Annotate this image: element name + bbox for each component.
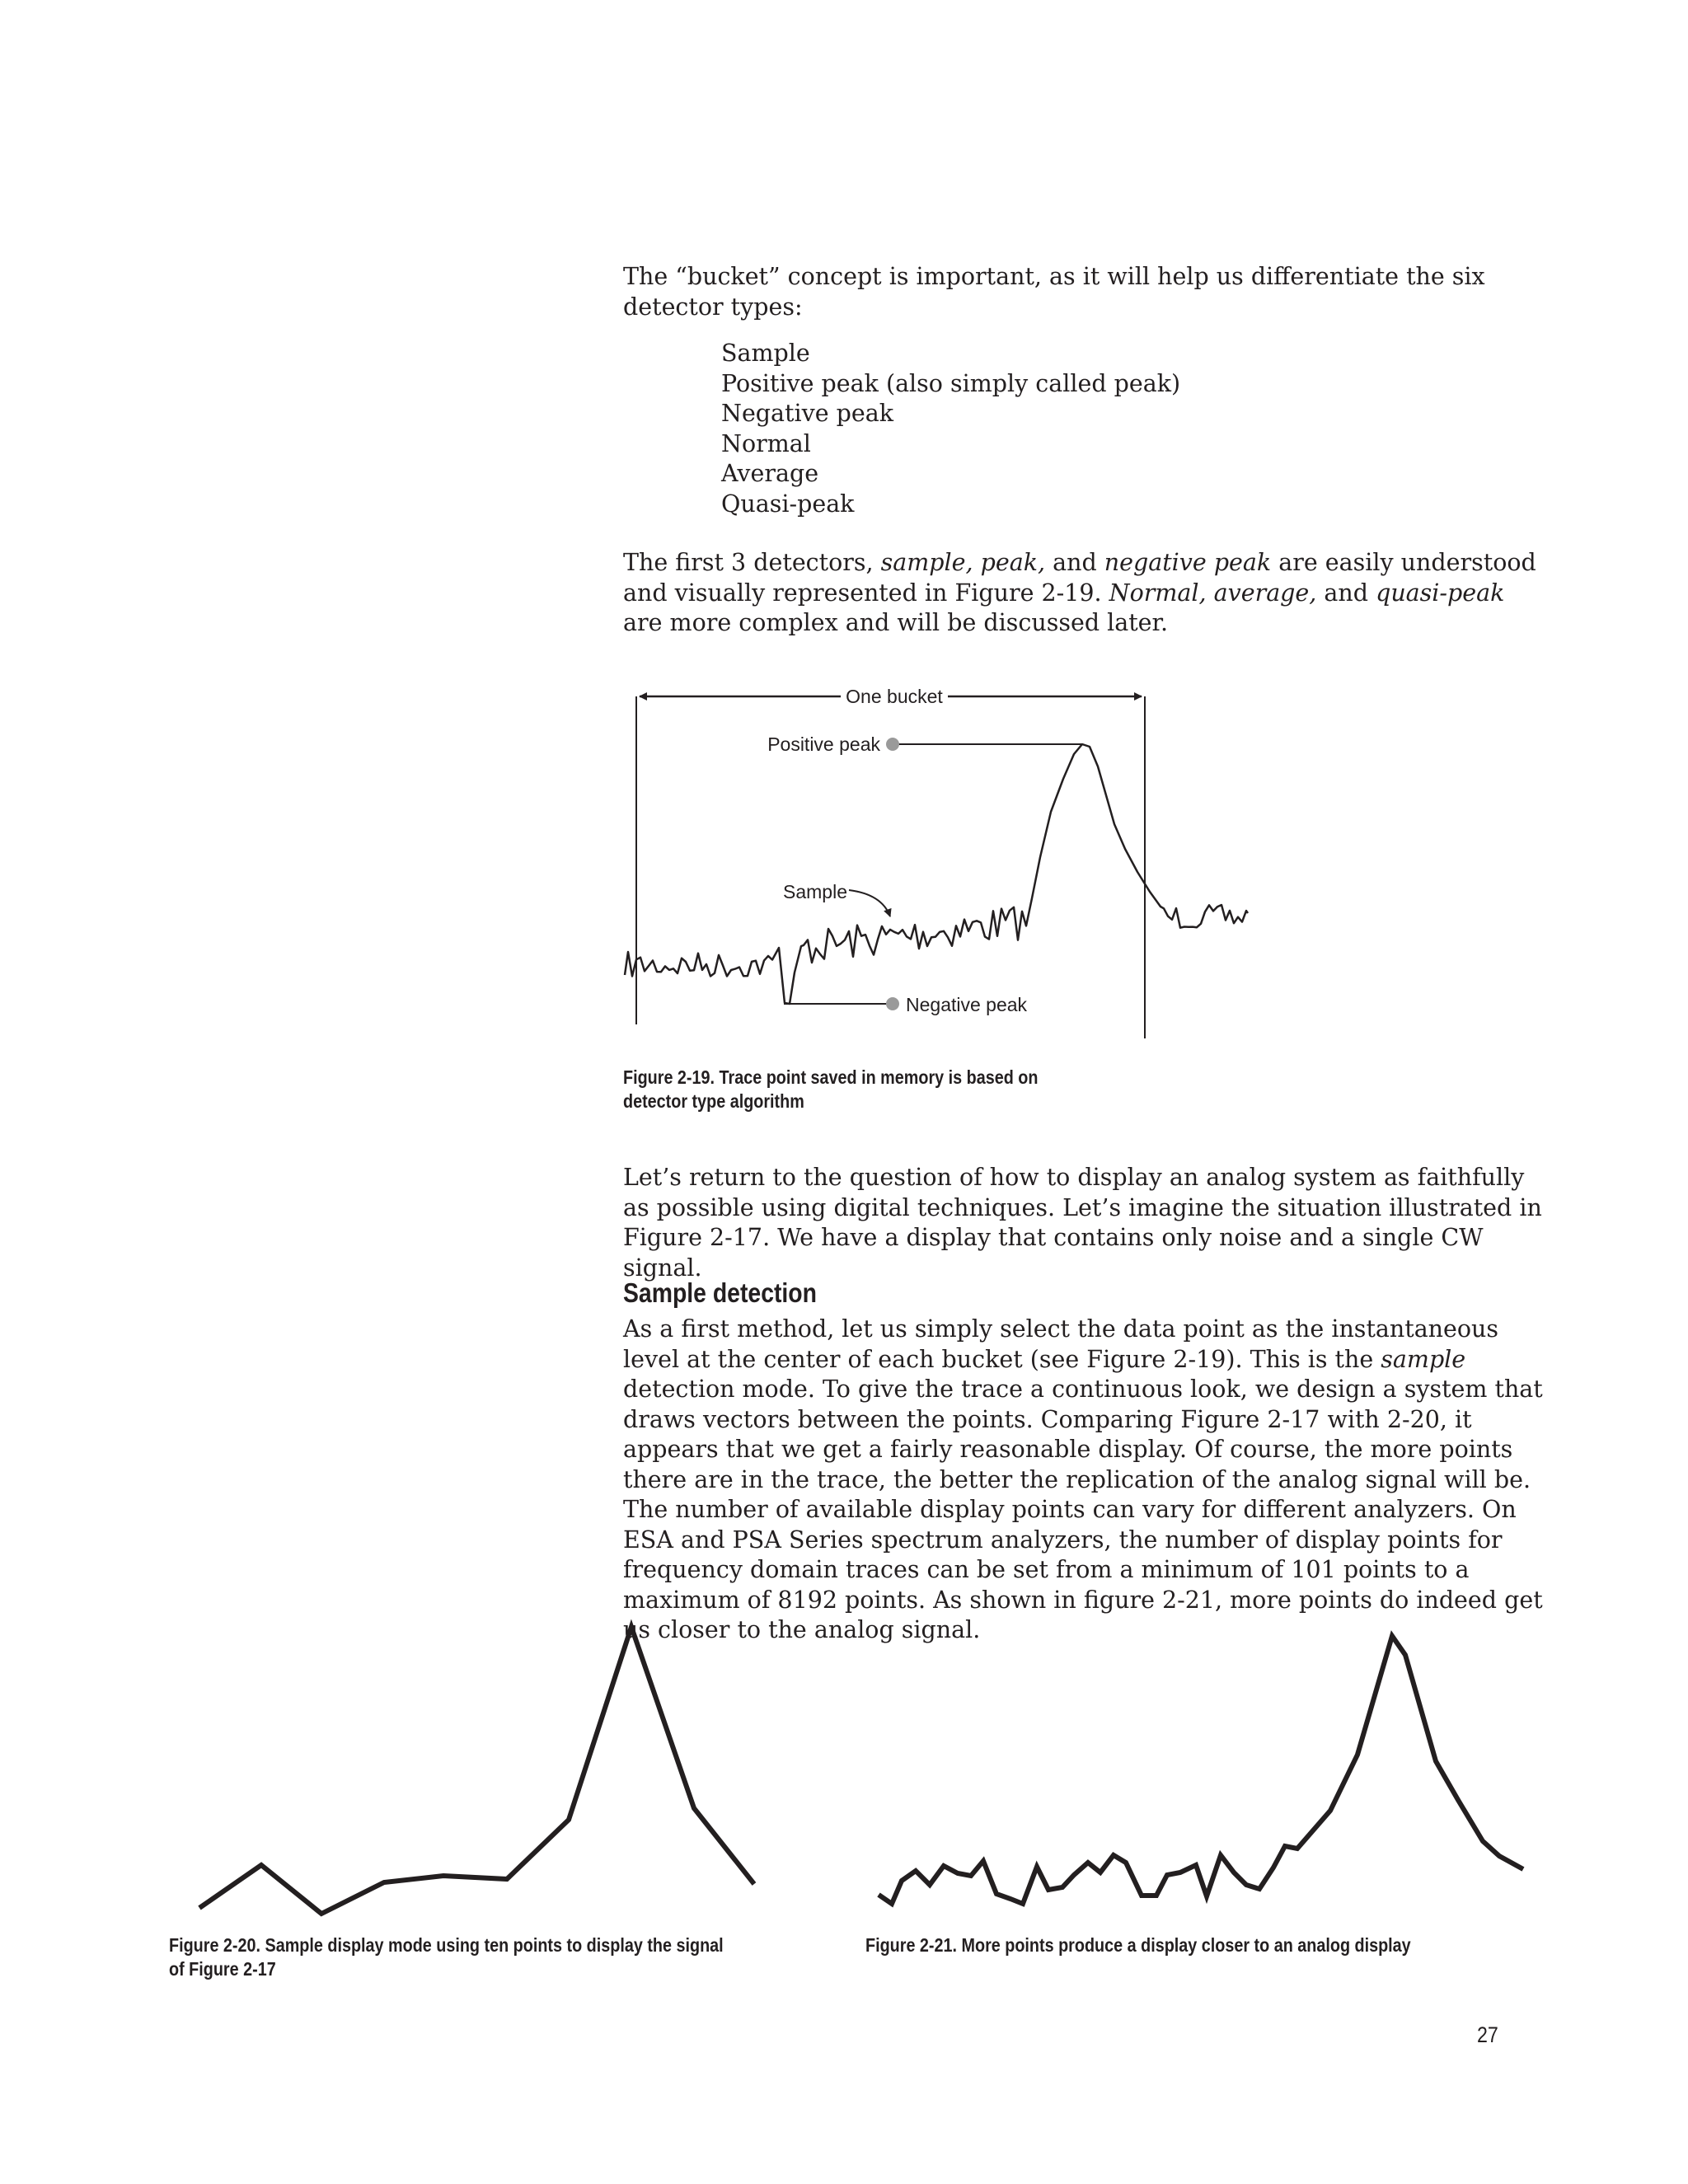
caption-line: detector type algorithm — [623, 1090, 804, 1112]
italic-run: quasi-peak — [1376, 579, 1505, 607]
italic-run: Normal, average, — [1109, 579, 1317, 607]
list-item: Positive peak (also simply called peak) — [721, 369, 1181, 397]
bucket-label: One bucket — [846, 686, 943, 707]
text-run: and — [1316, 579, 1376, 607]
text-run: As a first method, let us simply select the data point as the instantaneous level at the center of each bucket (see Figure 2-19). This is the — [623, 1315, 1499, 1373]
figure-2-21-caption: Figure 2-21. More points produce a display closer to an analog display — [865, 1934, 1411, 1956]
page-number: 27 — [1477, 2022, 1498, 2047]
italic-run: negative peak — [1104, 549, 1272, 576]
caption-line: Figure 2-19. Trace point saved in memory is based on — [623, 1066, 1039, 1088]
italic-run: sample, peak, — [880, 549, 1046, 576]
section-heading: Sample detection — [623, 1277, 817, 1308]
text-run: and — [1045, 549, 1104, 576]
sample-label: Sample — [783, 881, 847, 902]
list-item: Normal — [721, 429, 811, 457]
list-item: Quasi-peak — [721, 490, 855, 518]
italic-run: sample — [1381, 1345, 1466, 1373]
intro-paragraph: The “bucket” concept is important, as it will help us differentiate the six detector types: — [623, 263, 1485, 321]
text-run: are more complex and will be discussed later. — [623, 609, 1169, 636]
text-run: detection mode. To give the trace a continuous look, we design a system that draws vectors between the points. Comparing Figure 2-17 with 2-20, it appears that we get a fairly reasonable display. Of course, the more points there are in the trace, the better the replication of the analog signal will be. The number of available display points can vary for different analyzers. On ESA and PSA Series spectrum analyzers, the number of display points for frequency domain traces can be set from a minimum of 101 points to a maximum of 8192 points. As shown in figure 2-21, more points do indeed get us closer to the analog signal. — [623, 1376, 1543, 1643]
caption-line: of Figure 2-17 — [169, 1958, 276, 1980]
list-item: Sample — [721, 340, 810, 367]
positive-peak-label: Positive peak — [767, 733, 880, 755]
negative-peak-label: Negative peak — [906, 994, 1028, 1015]
text-run: are easily understood and visually represented in Figure 2-19. — [623, 549, 1536, 607]
caption-line: Figure 2-20. Sample display mode using ten points to display the signal — [169, 1934, 724, 1956]
list-item: Negative peak — [721, 400, 894, 427]
text-run: The first 3 detectors, — [623, 549, 881, 576]
list-item: Average — [721, 460, 819, 487]
many-point-trace — [879, 1636, 1523, 1904]
analog-display-paragraph: Let’s return to the question of how to display an analog system as faithfully as possible using digital techniques. Let’s imagine the situation illustrated in Figure 2-17. We have a display that contains only noise and a single CW signal. — [623, 1164, 1542, 1282]
